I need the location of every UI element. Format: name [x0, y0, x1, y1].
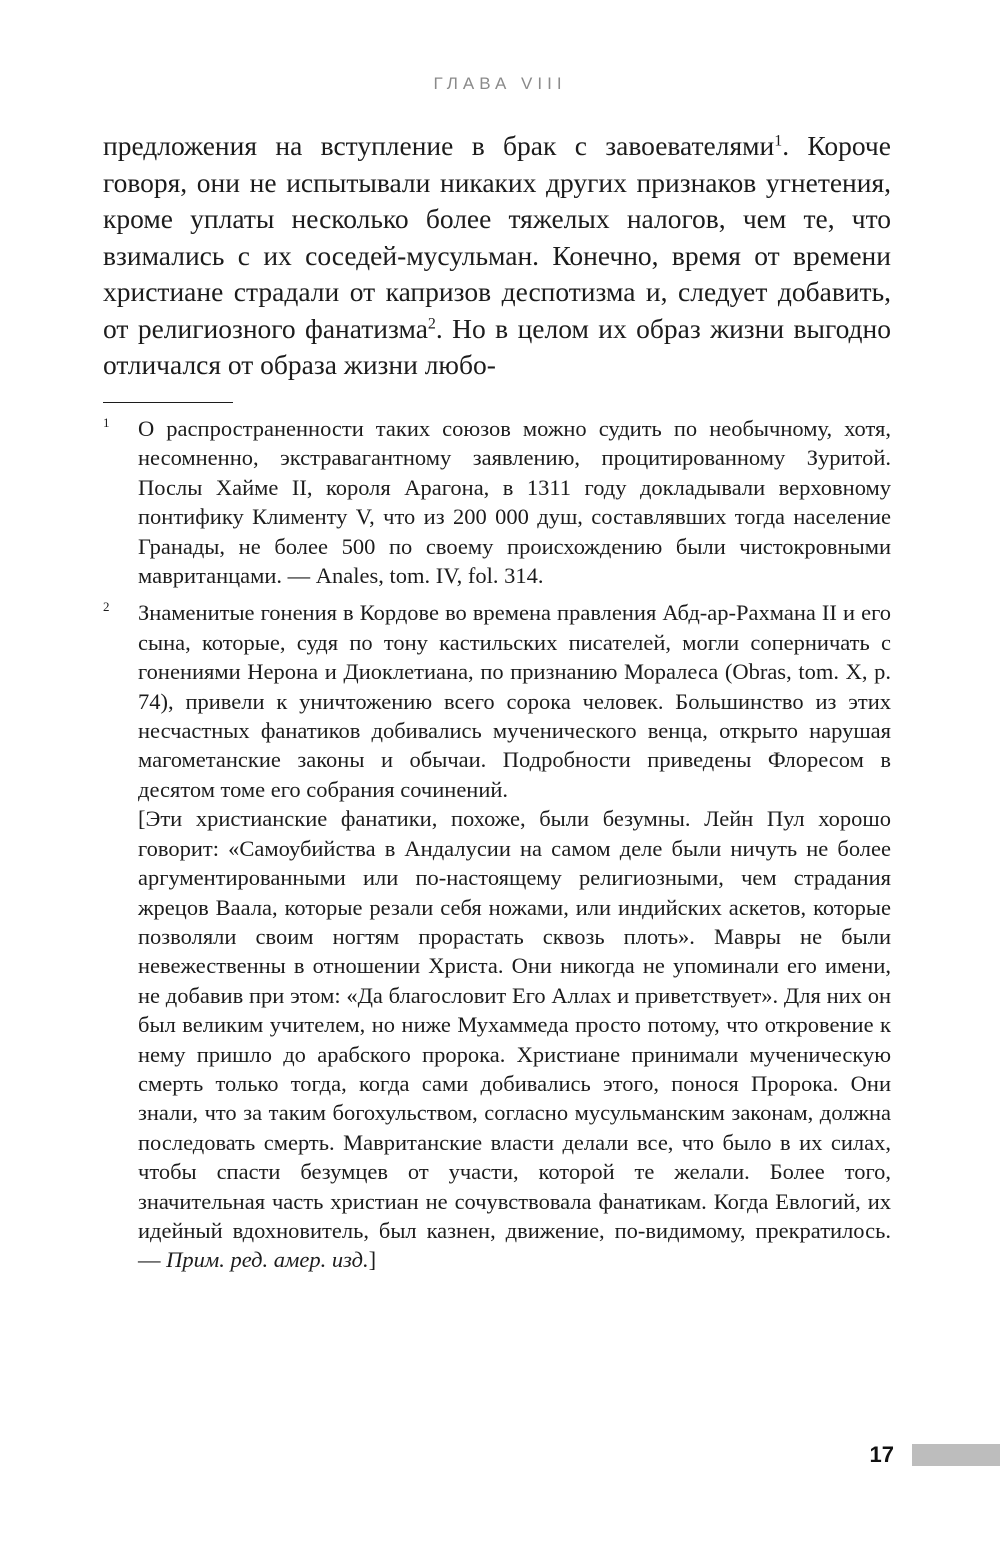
main-paragraph	[103, 128, 891, 384]
footnote-reference-1[interactable]: 1	[774, 132, 783, 150]
main-text-part-1: предложения на вступление в брак с завоевателями	[103, 130, 775, 161]
main-text-part-2: . Короче говоря, они не испытывали никаких других признаков угнетения, кроме уплаты несколько более тяжелых налогов, чем те, что взимались с их соседей-мусульман. Конечно, время от времени христиане страдали от капризов деспотизма и, следует добавить, от религиозного фанатизма	[103, 130, 891, 344]
page-number: 17	[869, 1442, 894, 1467]
footnotes	[103, 414, 891, 1275]
footnote-1-text: О распространенности таких союзов можно судить по необычному, хотя, несомненно, экстравагантному заявлению, процитированному Зуритой. Послы Хайме II, короля Арагона, в 1311 году докладывали верховному понтифику Клименту V, что из 200 000 душ, составлявших тогда население Гранады, не более 500 по своему происхождению были чистокровными мавританцами. — Anales, tom. IV, fol. 314.	[138, 416, 891, 589]
editor-note-close-bracket: ]	[368, 1247, 377, 1273]
main-text	[103, 128, 891, 384]
editor-note	[138, 804, 891, 1275]
footnote-2	[103, 598, 891, 1274]
editor-note-attribution: Прим. ред. амер. изд.	[166, 1247, 369, 1273]
footnote-marker-2: 2	[103, 599, 110, 615]
main-text-part-3: . Но в целом их образ жизни выгодно отличался от образа жизни любо-	[103, 312, 891, 380]
footnote-separator	[103, 402, 233, 403]
footnote-2-text: Знаменитые гонения в Кордове во времена правления Абд-ар-Рахмана II и его сына, которые, судя по тону кастильских писателей, могли соперничать с гонениями Нерона и Диоклетиана, по признанию Моралеса (Obras, tom. X, p. 74), привели к уничтожению всего сорока человек. Большинство из этих несчастных фанатиков добивались мученического венца, открыто нарушая магометанские законы и обычаи. Подробности приведены Флоресом в десятом томе его собрания сочинений.	[138, 600, 891, 802]
footnote-marker-1: 1	[103, 415, 110, 430]
editor-note-text: [Эти христианские фанатики, похоже, были безумны. Лейн Пул хорошо говорит: «Самоубийства в Андалусии на самом деле были ничуть не более аргументированными или по-настоящему религиозными, чем страдания жрецов Ваала, которые резали себя ножами, или индийских аскетов, которые позволяли своим ногтям прорастать сквозь плоть». Мавры не были невежественны в отношении Христа. Они никогда не упоминали его имени, не добавив при этом: «Да благословит Его Аллах и приветствует». Для них он был великим учителем, но ниже Мухаммеда просто потому, что откровение к нему пришло до арабского пророка. Христиане принимали мученическую смерть только тогда, когда сами добивались этого, понося Пророка. Они знали, что за таким богохульством, согласно мусульманским законам, должна последовать смерть. Мавританские власти делали все, что было в их силах, чтобы спасти безумцев от участи, которой те желали. Более того, значительная часть христиан не сочувствовала фанатикам. Когда Евлогий, их идейный вдохновитель, был казнен, движение, по-видимому, прекратилось. —	[138, 806, 891, 1273]
running-head: ГЛАВА VIII	[433, 74, 567, 93]
footnote-reference-2[interactable]: 2	[427, 314, 436, 332]
folio-bar	[912, 1444, 1000, 1466]
footnote-1	[103, 414, 891, 590]
